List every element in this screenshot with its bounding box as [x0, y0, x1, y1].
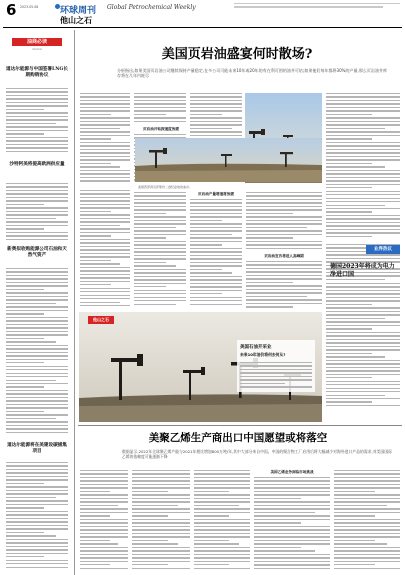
- right-box-body: [326, 283, 400, 411]
- second-column: [132, 470, 190, 572]
- mid-photo-callout-title: 美国石油开采业: [240, 345, 272, 350]
- lead-column: [190, 199, 242, 310]
- second-column: [80, 470, 128, 572]
- sidebar-item-body: [6, 183, 68, 243]
- sidebar-section-badge: Global: [32, 47, 42, 51]
- header-right-info: [234, 3, 400, 10]
- sidebar-item-title: 道达尔能源与中国签署LNG长期购销协议: [6, 67, 68, 78]
- masthead: [0, 0, 405, 30]
- lead-wide-photo: [135, 138, 322, 182]
- lead-photo-caption: 美国西部得克萨斯州二叠纪盆地的油井。: [138, 185, 193, 189]
- right-box-title: 德国2023年将成为电力净进口国: [330, 263, 395, 278]
- sidebar-item-title: 道达尔能源将在美建设碳捕集项目: [7, 443, 67, 454]
- brand-en: Global Petrochemical Weekly: [107, 4, 196, 11]
- sidebar-item-body: [6, 88, 68, 155]
- lead-column: [134, 192, 186, 310]
- lead-subhead: 页岩油井钻探速度放缓: [143, 127, 179, 131]
- brand-cn: 环球周刊: [60, 6, 97, 16]
- date-line: 2023.05.08: [20, 5, 39, 9]
- second-subhead: 美国乙烯业务面临市场挑战: [270, 470, 314, 474]
- lead-subhead: 页岩油宣告将进入高峰期: [264, 254, 304, 258]
- sidebar-item-title: 沙特阿美将提高欧洲供应量: [9, 162, 65, 167]
- lead-column: [246, 261, 322, 310]
- mid-photo-callout-body: [240, 362, 312, 390]
- sidebar-divider: [74, 30, 75, 575]
- globe-logo: [55, 4, 60, 9]
- lead-column: [326, 93, 400, 241]
- mid-photo-stamp: 他山之石: [88, 316, 114, 324]
- second-deck: 数据显示,2022年全球聚乙烯产能与2021年相比增加800万吨/年,其中大部分来自中国。中国的聚合物工厂启用后将大幅减少对海外进口产品的需求,对美国国际乙烯的依赖度可能逐渐下降: [122, 449, 392, 459]
- sidebar-section-title: 油商必读: [12, 38, 62, 46]
- lead-subhead: 页岩油产量增速将放缓: [198, 192, 234, 196]
- mid-photo-callout-sub: 未来10年油价将何去何从?: [240, 352, 286, 357]
- sidebar-item-body: [6, 462, 68, 572]
- lead-column: [80, 93, 130, 183]
- section-rule: [78, 425, 402, 426]
- right-box-badge: 业界热议: [366, 245, 400, 254]
- lead-headline: 美国页岩油盛宴何时散场?: [161, 47, 313, 62]
- lead-deck: 分析指出,如果美国页岩油公司继续保持产量稳定,在多公司可能未来10年或20年的有在利可图的油井可钻;如果他们每年都将30%的产量,那么页岩油井库存将在几年内耗尽: [117, 68, 387, 79]
- lead-column: [134, 93, 186, 125]
- lead-column: [246, 192, 322, 252]
- page-number: 6: [6, 1, 17, 19]
- second-column: [194, 470, 250, 572]
- mid-photo-callout: [237, 340, 315, 392]
- section-label: 他山之石: [60, 15, 92, 25]
- second-column: [254, 477, 330, 572]
- lead-column: [80, 190, 130, 310]
- sidebar-item-title: 新奥拟收购能源公司石油和天然气资产: [7, 247, 67, 258]
- sidebar-item-body: [6, 268, 68, 435]
- second-headline: 美聚乙烯生产商出口中国愿望或将落空: [148, 432, 328, 444]
- second-column: [334, 470, 400, 572]
